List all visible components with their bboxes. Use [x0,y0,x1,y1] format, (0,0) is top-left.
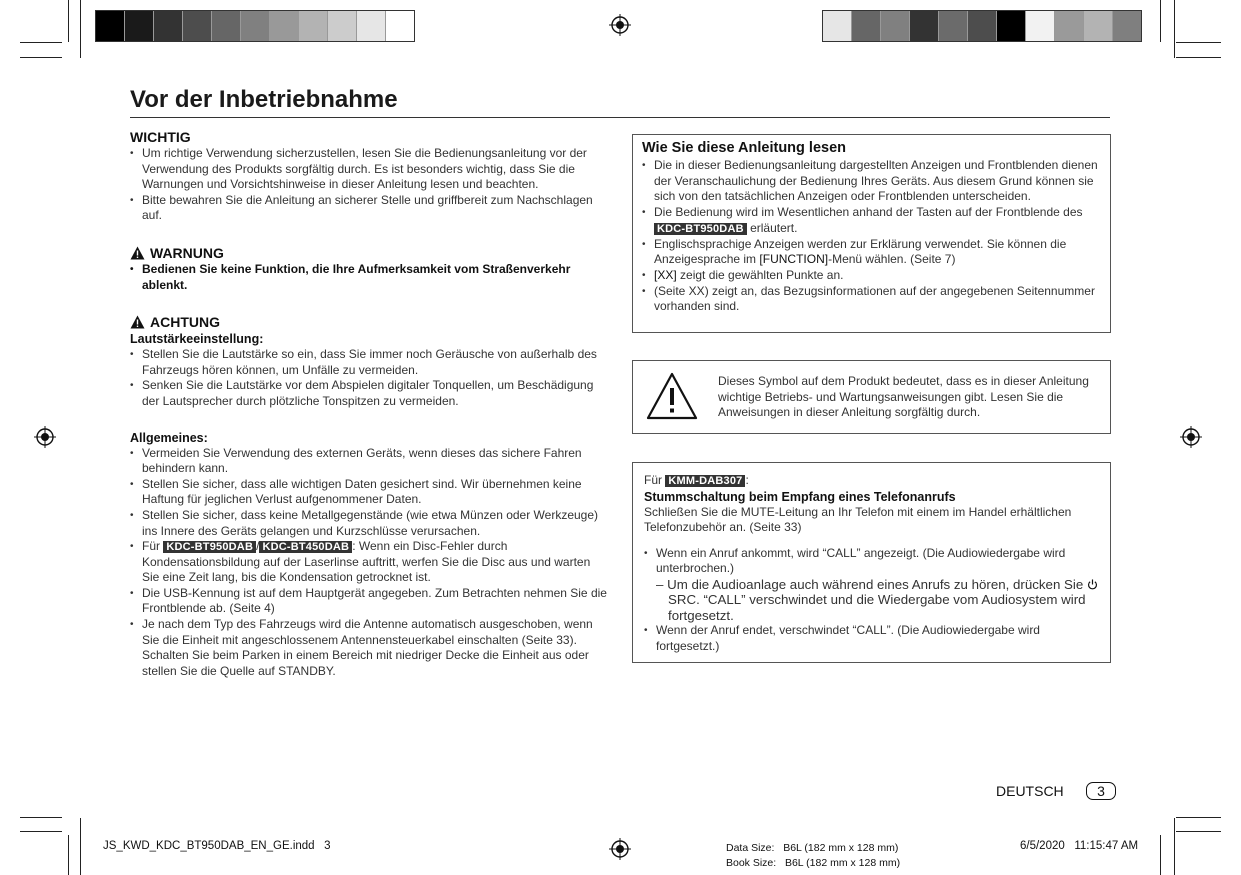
crop-mark [1176,817,1221,818]
sub-item [644,577,1104,624]
color-swatch [910,11,939,41]
footer-filename: JS_KWD_KDC_BT950DAB_EN_GE.indd 3 [103,840,331,852]
color-swatch [96,11,125,41]
symbol-notice-text: Dieses Symbol auf dem Produkt bedeutet, dass es in dieser Anleitung wichtige Betriebs- und Wartungsanweisungen gibt. Lesen Sie die Anweisungen in dieser Anleitung sorgfältig durch. [718,374,1089,420]
crop-mark [1160,835,1161,875]
list-item: • (Seite XX) zeigt an, das Bezugsinformationen auf der angegebenen Seitennummer vorhanden sind. [642,284,1104,315]
color-bar-right [822,10,1142,42]
color-swatch [125,11,154,41]
color-swatch [1055,11,1084,41]
left-column [130,128,610,679]
list-item: • Senken Sie die Lautstärke vor dem Abspielen digitaler Tonquellen, um Beschädigung der Lautsprecher durch plötzliche Tonspitzen zu vermeiden. [130,378,610,409]
crop-mark [68,0,69,42]
color-swatch [1026,11,1055,41]
page-number: 3 [1086,782,1116,800]
separator: / [256,539,260,554]
crop-mark [80,0,81,58]
footer-data-size: Data Size: B6L (182 mm x 128 mm) [726,842,899,854]
crop-mark [1176,57,1221,58]
list-item: • Wenn der Anruf endet, verschwindet “CALL”. (Die Audiowiedergabe wird fortgesetzt.) [644,623,1104,654]
footer-book-size: Book Size: B6L (182 mm x 128 mm) [726,857,901,869]
warning-triangle-icon [130,246,145,260]
caution-triangle-icon [130,315,145,329]
warning-heading [130,244,610,262]
important-heading: WICHTIG [130,129,191,145]
model-tag: KDC-BT450DAB [259,541,352,553]
colon: : [745,473,749,487]
title-divider [130,117,1110,118]
model-tag: KMM-DAB307 [665,475,745,487]
list-item-text: zeigt die gewählten Punkte an. [680,267,844,282]
crop-mark [20,57,62,58]
color-swatch [212,11,241,41]
crop-mark [1174,818,1175,875]
color-bar-left [95,10,415,42]
model-tag: KDC-BT950DAB [654,223,747,235]
model-tag: KDC-BT950DAB [163,541,256,553]
warning-label: WARNUNG [150,244,224,261]
list-item: • Bitte bewahren Sie die Anleitung an sicherer Stelle und griffbereit zum Nachschlagen auf. [130,193,610,224]
list-item [642,237,1104,268]
important-list [130,146,610,224]
crop-mark [1160,0,1161,42]
mute-box [632,462,1111,663]
list-item: • Stellen Sie die Lautstärke so ein, dass Sie immer noch Geräusche von außerhalb des Fahrzeugs hören können, um Unfälle zu vermeiden. [130,347,610,378]
warning-list [130,262,610,293]
mute-list [644,546,1104,577]
list-item: • Je nach dem Typ des Fahrzeugs wird die Antenne automatisch ausgeschoben, wenn Sie die Einheit mit angeschlossenem Antennensteuerkabel einschalten (Seite 33). Schalten Sie beim Parken in einem Bereich mit niedriger Decke die Einheit aus oder stellen Sie die Quelle auf STANDBY. [130,617,610,679]
list-item: • Um richtige Verwendung sicherzustellen, lesen Sie die Bedienungsanleitung vor der Verwendung des Produkts sorgfältig durch. Es ist besonders wichtig, dass Sie die Warnungen und Vorsichtshinweise in dieser Anleitung lesen und beachten. [130,146,610,193]
list-item-text: erläutert. [750,220,798,235]
list-item-text: -Menü wählen. (Seite 7) [828,252,956,267]
mute-list [644,623,1104,654]
color-swatch [1113,11,1141,41]
caution-label: ACHTUNG [150,314,220,331]
crop-mark [1176,42,1221,43]
color-swatch [997,11,1026,41]
color-swatch [241,11,270,41]
color-swatch [357,11,386,41]
mute-intro: Schließen Sie die MUTE-Leitung an Ihr Telefon mit einem im Handel erhältlichen Telefonzubehör an. (Seite 33) [644,504,1072,535]
crop-mark [20,831,62,832]
crop-mark [1174,0,1175,58]
condensation-text: : Wenn ein Disc-Fehler durch Kondensationsbildung auf der Laserlinse auftritt, werfen Sie die Disc aus und warten Sie eine Zeit lang, bis die Kondensation getrocknet ist. [142,539,591,585]
color-swatch [968,11,997,41]
how-to-read-list [642,158,1104,315]
color-swatch [270,11,299,41]
list-item: • Die USB-Kennung ist auf dem Hauptgerät angegeben. Zum Betrachten nehmen Sie die Frontblende ab. (Seite 4) [130,586,610,617]
caution-heading [130,313,610,331]
crop-mark [20,817,62,818]
symbol-notice-box [632,360,1111,434]
volume-heading: Lautstärkeeinstellung: [130,332,264,347]
list-item [642,205,1104,236]
key-label: [FUNCTION] [759,252,829,267]
crop-mark [80,818,81,875]
list-item: • Stellen Sie sicher, dass alle wichtigen Daten gesichert sind. Wir übernehmen keine Haftung für jeglichen Verlust aufgenommener Daten. [130,477,610,508]
color-swatch [881,11,910,41]
list-item [130,539,610,586]
warning-triangle-icon [645,371,699,421]
general-list [130,446,610,680]
color-swatch [823,11,852,41]
registration-mark-icon [609,838,631,860]
list-item: • Bedienen Sie keine Funktion, die Ihre Aufmerksamkeit vom Straßenverkehr ablenkt. [130,262,610,293]
sub-item-text: SRC. “CALL” verschwindet und die Wiedergabe vom Audiosystem wird fortgesetzt. [668,592,1086,623]
list-item: • Wenn ein Anruf ankommt, wird “CALL” angezeigt. (Die Audiowiedergabe wird unterbrochen.) [644,546,1104,577]
color-swatch [328,11,357,41]
crop-mark [20,42,62,43]
footer-datetime: 6/5/2020 11:15:47 AM [1020,840,1139,852]
list-item: • Stellen Sie sicher, dass keine Metallgegenstände (wie etwa Münzen oder Werkzeuge) ins Innere des Geräts gelangen und Kurzschlüsse verursachen. [130,508,610,539]
list-item: • Die in dieser Bedienungsanleitung dargestellten Anzeigen und Frontblenden dienen der Veranschaulichung der Bedienung Ihres Geräts. Aus diesem Grund können sie sich von den tatsächlichen Anzeigen oder Frontblenden unterscheiden. [642,158,1104,205]
color-swatch [154,11,183,41]
color-swatch [183,11,212,41]
crop-mark [68,835,69,875]
registration-mark-icon [609,14,631,36]
page-title: Vor der Inbetriebnahme [130,86,398,113]
color-swatch [386,11,414,41]
language-label: DEUTSCH [996,783,1064,799]
list-item-text: Englischsprachige Anzeigen werden zur Erklärung verwendet. Sie können die Anzeigesprache im [654,236,1067,267]
general-heading: Allgemeines: [130,430,208,445]
volume-list [130,347,610,409]
color-swatch [1084,11,1113,41]
for-label: Für [142,539,160,554]
how-to-read-heading: Wie Sie diese Anleitung lesen [642,140,846,156]
color-swatch [852,11,881,41]
registration-mark-icon [34,426,56,448]
color-swatch [299,11,328,41]
color-swatch [939,11,968,41]
for-label: Für [644,473,662,487]
how-to-read-box [632,134,1111,333]
sub-item-text: – Um die Audioanlage auch während eines Anrufs zu hören, drücken Sie [656,576,1084,592]
list-item-text: Die Bedienung wird im Wesentlichen anhand der Tasten auf der Frontblende des [654,205,1083,220]
for-model-line [644,473,1104,489]
crop-mark [1176,831,1221,832]
registration-mark-icon [1180,426,1202,448]
key-label: [XX] [654,267,677,282]
power-icon [1087,579,1098,590]
list-item: • Vermeiden Sie Verwendung des externen Geräts, wenn dieses das sichere Fahren behindern kann. [130,446,610,477]
mute-heading: Stummschaltung beim Empfang eines Telefonanrufs [644,489,956,504]
list-item [642,268,1104,284]
